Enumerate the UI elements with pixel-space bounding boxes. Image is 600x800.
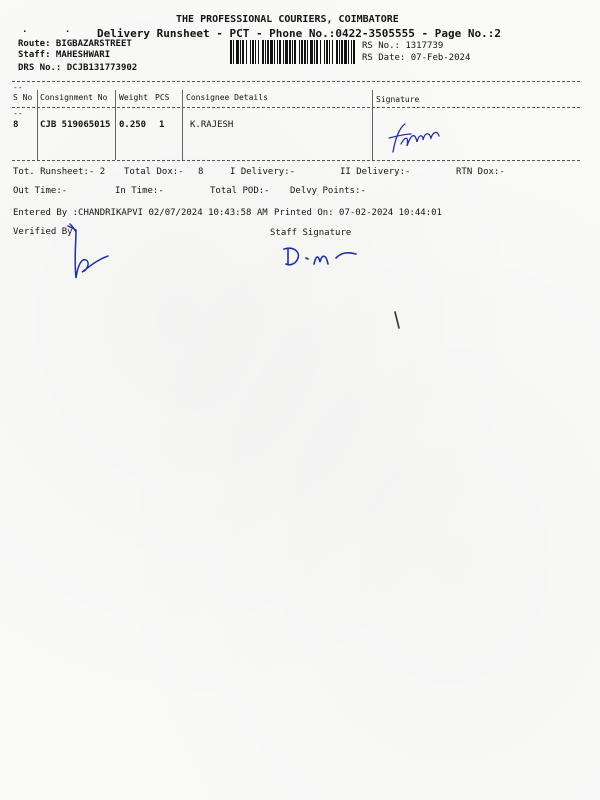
cell-consignee: K.RAJESH <box>190 120 234 130</box>
in-time: In Time:- <box>115 186 164 196</box>
drs-number: DRS No.: DCJB131773902 <box>18 63 138 73</box>
total-dox-value: 8 <box>198 167 204 177</box>
cell-sno: 8 <box>13 120 19 130</box>
pen-mark <box>393 310 403 332</box>
column-divider <box>182 90 183 160</box>
verified-by-label: Verified By <box>13 227 73 237</box>
printed-on: Printed On: 07-02-2024 10:44:01 <box>274 208 442 218</box>
column-divider <box>37 90 38 160</box>
verifier-signature <box>64 220 114 286</box>
out-time: Out Time:- <box>13 186 68 196</box>
header-dots: . . <box>22 25 87 35</box>
cell-consignment: CJB 519065015 <box>40 120 111 130</box>
column-header-pcs: PCS <box>155 93 170 102</box>
staff-signature <box>282 244 362 270</box>
column-divider <box>115 90 116 160</box>
delivery-points: Delvy Points:- <box>290 186 366 196</box>
table-bottom-rule <box>12 160 580 161</box>
total-pod: Total POD:- <box>210 186 270 196</box>
staff-label: Staff: MAHESHWARI <box>18 50 111 60</box>
total-runsheet: Tot. Runsheet:- 2 <box>13 167 106 177</box>
route-label: Route: BIGBAZARSTREET <box>18 39 132 49</box>
consignee-signature <box>383 118 443 158</box>
column-header-sno: S No <box>13 93 33 102</box>
return-dox: RTN Dox:- <box>456 167 505 177</box>
cell-weight: 0.250 <box>119 120 147 130</box>
total-dox-label: Total Dox:- <box>124 167 184 177</box>
table-top-rule <box>12 81 580 82</box>
table-header-rule <box>12 107 580 108</box>
second-delivery: II Delivery:- <box>340 167 411 177</box>
barcode <box>230 40 358 64</box>
entered-by: Entered By :CHANDRIKAPVI 02/07/2024 10:43:58 AM <box>13 208 268 218</box>
rule-mark: -- <box>13 109 23 118</box>
column-header-signature: Signature <box>376 95 420 104</box>
document-title: Delivery Runsheet - PCT - Phone No.:0422-3505555 - Page No.:2 <box>97 27 501 40</box>
column-header-consignment: Consignment No <box>40 93 108 102</box>
company-name: THE PROFESSIONAL COURIERS, COIMBATORE <box>176 14 399 25</box>
column-header-weight: Weight <box>119 93 148 102</box>
column-divider <box>372 90 373 160</box>
rs-number: RS No.: 1317739 <box>362 41 444 51</box>
staff-signature-label: Staff Signature <box>270 228 352 238</box>
rs-date: RS Date: 07-Feb-2024 <box>362 53 471 63</box>
column-header-consignee: Consignee Details <box>186 93 268 102</box>
first-delivery: I Delivery:- <box>230 167 296 177</box>
cell-pcs: 1 <box>159 120 165 130</box>
rule-mark: -- <box>13 83 23 92</box>
